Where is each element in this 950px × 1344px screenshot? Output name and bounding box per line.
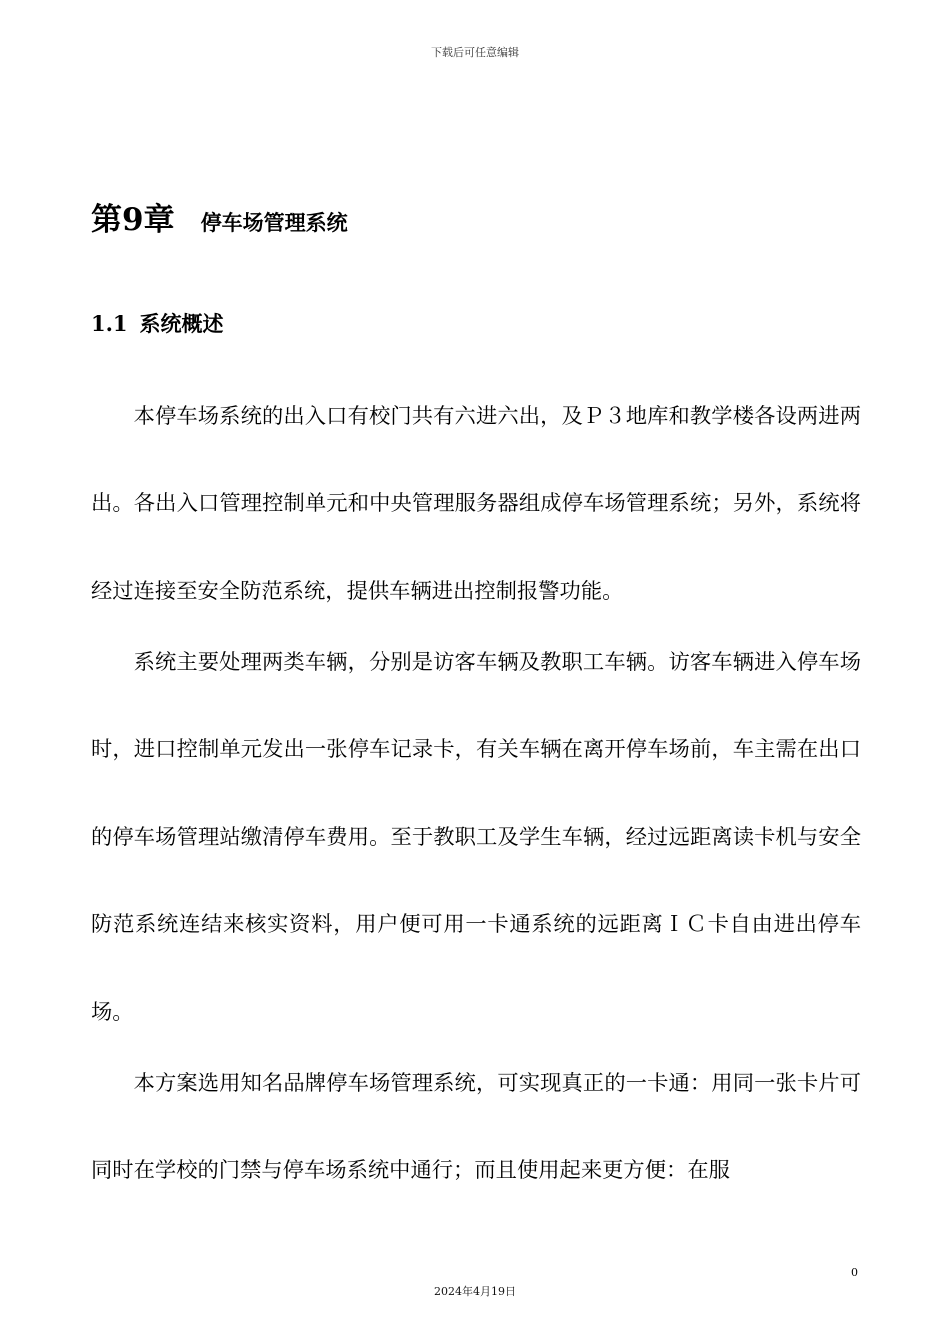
body-paragraph: 本停车场系统的出入口有校门共有六进六出，及Ｐ３地库和教学楼各设两进两出。各出入口管理控制单元和中央管理服务器组成停车场管理系统；另外，系统将经过连接至安全防范系统，提供车辆进出控制报警功能。 [91,404,861,604]
header-note: 下载后可任意编辑 [431,46,519,59]
footer-date: 2024年4月19日 [434,1285,516,1298]
page-number: 0 [851,1266,858,1279]
chapter-label: 第9章 [91,202,175,238]
chapter-name: 停车场管理系统 [200,211,348,235]
chapter-title [91,194,348,239]
body-paragraph: 系统主要处理两类车辆，分别是访客车辆及教职工车辆。访客车辆进入停车场时，进口控制单元发出一张停车记录卡，有关车辆在离开停车场前，车主需在出口的停车场管理站缴清停车费用。至于教职工及学生车辆，经过远距离读卡机与安全防范系统连结来核实资料，用户便可用一卡通系统的远距离ＩＣ卡自由进出停车场。 [91,650,861,1025]
body-paragraph: 本方案选用知名品牌停车场管理系统，可实现真正的一卡通：用同一张卡片可同时在学校的门禁与停车场系统中通行；而且使用起来更方便：在服 [91,1071,861,1184]
section-number: 1.1 [91,311,128,336]
section-name: 系统概述 [139,312,224,336]
section-heading [91,308,224,338]
